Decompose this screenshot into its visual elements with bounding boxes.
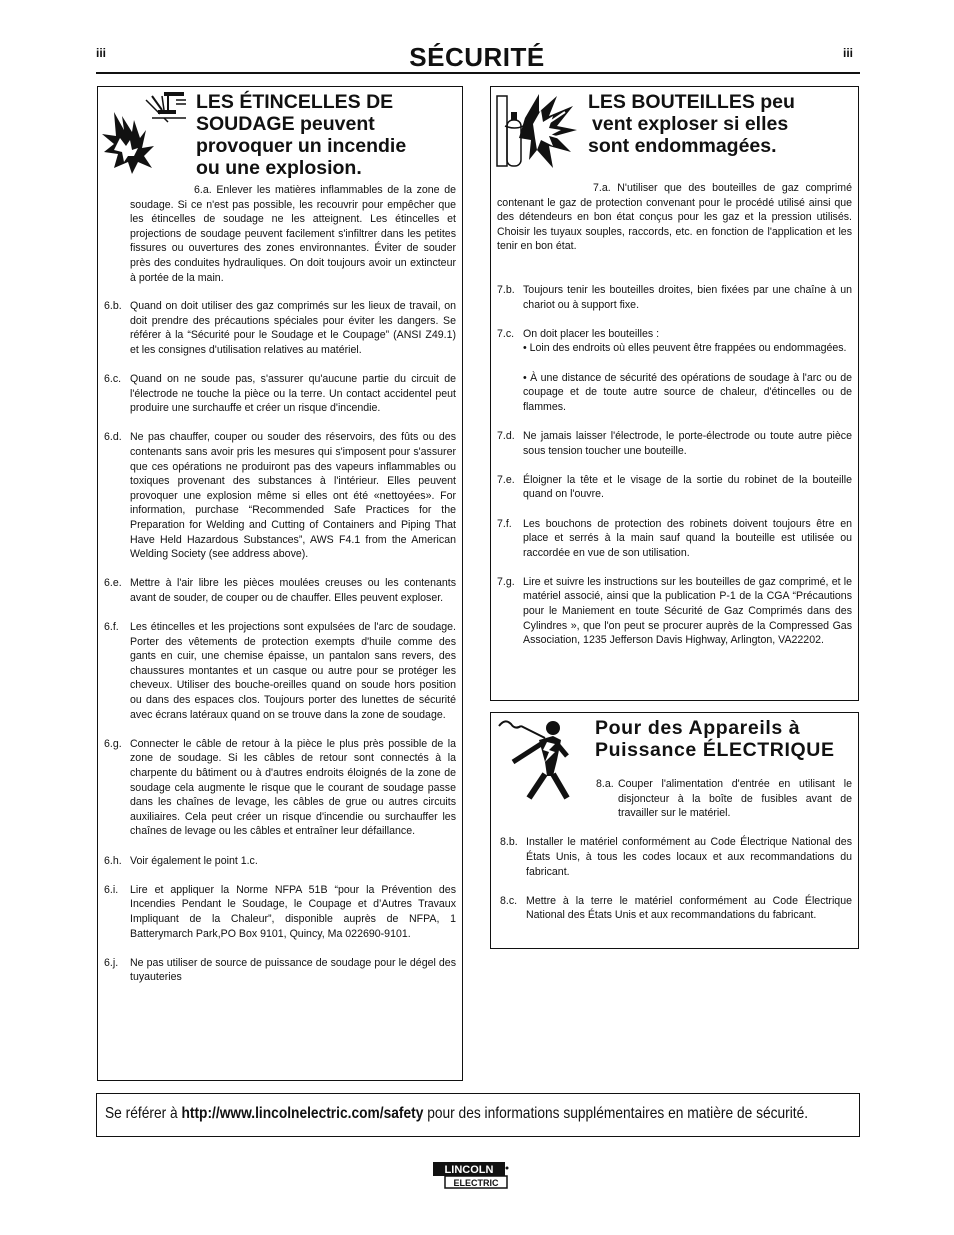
item-number: 6.i. — [104, 883, 119, 896]
list-item — [500, 835, 852, 879]
safety-reference-banner — [96, 1093, 860, 1137]
safety-reference-text — [105, 1105, 808, 1123]
list-item — [497, 327, 852, 415]
list-item — [497, 575, 852, 648]
list-item — [104, 883, 456, 941]
page-number-right: iii — [843, 46, 854, 60]
list-item — [104, 620, 456, 722]
bullet-item: • Loin des endroits où elles peuvent être frappées ou endommagées. — [523, 342, 847, 355]
page-title: SÉCURITÉ — [409, 42, 545, 72]
heading-line: ou une explosion. — [196, 157, 362, 179]
electric-equipment-items — [500, 777, 852, 938]
item-number: 6.f. — [104, 621, 119, 634]
item-text: Éloigner la tête et le visage de la sortie du robinet de la bouteille quand on l'ouvre. — [523, 473, 852, 501]
item-number: 6.g. — [104, 737, 122, 750]
heading-line: Puissance ÉLECTRIQUE — [595, 739, 835, 761]
item-text: Les étincelles et les projections sont expulsées de l'arc de soudage. Porter des vêtements de protection exempts d'huile comme des gants en cuir, une chemise épaisse, un pantalon sans revers, des chaussures montantes et un casque ou autre pour se protéger les cheveux. Utiliser des bouche-oreilles quand on soude hors position ou dans des espaces clos. Toujours porter des lunettes de sécurité avec écrans latéraux quand on se trouve dans la zone de soudage. — [130, 621, 456, 721]
welding-sparks-items — [104, 299, 456, 1000]
reference-prefix: Se référer à — [105, 1105, 178, 1122]
heading-line: vent exploser si elles — [592, 113, 789, 135]
item-text: Mettre à l'air libre les pièces moulées creuses ou les contenants avant de souder, de couper ou de chauffer. Elles peuvent exploser. — [130, 577, 456, 604]
item-number: 7.e. — [497, 473, 515, 486]
logo-line1: LINCOLN — [444, 1164, 494, 1176]
item-number: 7.c. — [497, 327, 515, 340]
title-divider — [96, 72, 860, 74]
welding-sparks-intro — [130, 183, 456, 285]
gas-cylinders-heading — [588, 91, 853, 157]
heading-line: Pour des Appareils à — [595, 717, 801, 739]
item-text: Mettre à la terre le matériel conformément au Code Électrique National des États Unis et aux recommandations du fabricant. — [526, 894, 852, 922]
item-text: Lire et appliquer la Norme NFPA 51B “pour la Prévention des Incendies Pendant le Soudage, le Coupage et d’Autres Travaux Impliquant de la Chaleur”, disponible auprès de NFPA, 1 Batterymarch Park,PO Box 9101, Quincy, Ma 022690-9101. — [130, 883, 456, 940]
heading-line: provoquer un incendie — [196, 135, 407, 157]
list-item — [104, 854, 456, 869]
list-item — [497, 283, 852, 312]
item-number: 6.c. — [104, 372, 122, 385]
item-number: 6.h. — [104, 854, 122, 867]
lincoln-electric-logo — [433, 1162, 509, 1189]
item-number: 8.b. — [500, 836, 518, 849]
welding-sparks-section — [97, 86, 463, 1081]
gas-cylinders-intro — [497, 181, 852, 254]
item-text: Quand on doit utiliser des gaz comprimés sur les lieux de travail, on doit prendre des précautions spéciales pour éviter les dangers. Se référer à la “Sécurité pour le Soudage et le Coupage” (ANSI Z49.1) et les consignes d'utilisation relatives au matériel. — [130, 300, 456, 356]
intro-number: 6.a. — [194, 184, 212, 196]
item-number: 8.a. — [596, 778, 614, 790]
welding-sparks-explosion-icon — [102, 90, 190, 174]
intro-text: Enlever les matières inflammables de la zone de soudage. Si ce n'est pas possible, les recouvrir pour empêcher que les étincelles de soudage ne les atteignent. Les étincelles et projections de soudage peuvent facilement s'infiltrer dans les petites fissures ou ouvertures des zones environnantes. Éviter de souder près des conduites hydrauliques. On doit toujours avoir un extincteur à portée de la main. — [130, 184, 456, 284]
heading-line: LES BOUTEILLES peu — [588, 91, 795, 113]
item-number: 7.g. — [497, 575, 515, 588]
page-number-left: iii — [96, 46, 107, 60]
electric-equipment-heading — [595, 717, 853, 761]
heading-line: sont endommagées. — [588, 135, 777, 157]
list-item — [104, 299, 456, 357]
item-text: Voir également le point 1.c. — [130, 854, 258, 867]
item-text: Couper l'alimentation d'entrée en utilisant le disjoncteur à la boîte de fusibles avant de travailler sur le matériel. — [618, 778, 852, 820]
list-item — [497, 429, 852, 458]
bullet-item: • À une distance de sécurité des opérations de soudage à l'arc ou de coupage et de toute autre source de chaleur, d'étincelles ou de flammes. — [523, 371, 852, 413]
list-item — [104, 576, 456, 605]
reference-suffix: pour des informations supplémentaires en matière de sécurité. — [427, 1105, 809, 1122]
item-text: Connecter le câble de retour à la pièce le plus près possible de la zone de soudage. Si les câbles de retour sont connectés à la charpente du bâtiment ou à d'autres endroits éloignés de la zone de soudage cela augmente le risque que le courant de soudage passe dans les chaînes de levage, les câbles de grue ou autres circuits auxiliaires. Cela peut créer un risque d'incendie ou surchauffer les chaînes de levage ou les câbles et entraîner leur défaillance. — [130, 737, 456, 838]
item-text: Installer le matériel conformément au Code Électrique National des États Unis, à tous les codes locaux et aux recommandations du fabricant. — [526, 836, 852, 878]
item-number: 6.j. — [104, 956, 119, 969]
list-item — [104, 737, 456, 839]
item-number: 6.b. — [104, 300, 122, 312]
list-item — [500, 777, 852, 821]
list-item — [500, 894, 852, 923]
item-number: 7.f. — [497, 517, 512, 530]
item-number: 7.b. — [497, 284, 515, 296]
heading-line: LES ÉTINCELLES DE — [196, 91, 394, 113]
item-text: Lire et suivre les instructions sur les bouteilles de gaz comprimé, et le matériel associé, ainsi que la publication P-1 de la CGA “Précautions pour le Maniement en toute Sécurité de Gaz Comprimés dans des Cylindres », que l'on peut se procurer auprès de la Compressed Gas Association, 1235 Jefferson Davis Highway, Arlington, VA22202. — [523, 575, 852, 647]
intro-text: N'utiliser que des bouteilles de gaz comprimé contenant le gaz de protection convenant pour le procédé utilisé ainsi que des détendeurs en bon état conçus pour les gaz et la pression utilisés. Choisir les tuyaux souples, raccords, etc. en fonction de l'application et les tenir en bon état. — [497, 182, 852, 253]
item-text: On doit placer les bouteilles : — [523, 327, 660, 340]
electric-equipment-section — [490, 712, 859, 949]
list-item — [497, 473, 852, 502]
item-number: 6.d. — [104, 431, 122, 444]
intro-number: 7.a. — [593, 182, 611, 194]
item-number: 6.e. — [104, 577, 122, 590]
list-item — [104, 956, 456, 985]
welding-sparks-heading — [196, 91, 456, 179]
list-item — [497, 517, 852, 561]
item-text: Ne jamais laisser l'électrode, le porte-électrode ou toute autre pièce sous tension toucher une bouteille. — [523, 429, 852, 457]
heading-line: SOUDAGE peuvent — [196, 113, 375, 135]
list-item — [104, 430, 456, 561]
item-text: Quand on ne soude pas, s'assurer qu'aucune partie du circuit de l'électrode ne touche la pièce ou la terre. Un contact accidentel peut produire une surchauffe et créer un risque d'incendie. — [130, 372, 456, 415]
item-text: Ne pas utiliser de source de puissance de soudage pour le dégel des tuyauteries — [130, 956, 456, 984]
item-text: Toujours tenir les bouteilles droites, bien fixées par une chaîne à un chariot ou à support fixe. — [523, 284, 852, 311]
gas-cylinders-items — [497, 283, 852, 662]
item-number: 7.d. — [497, 429, 515, 442]
logo-line2: ELECTRIC — [453, 1178, 499, 1188]
item-text: Ne pas chauffer, couper ou souder des réservoirs, des fûts ou des contenants sans avoir pris les mesures qui s'imposent pour s'assurer que ces opérations ne produiront pas des vapeurs inflammables ou toxiques provenant des substances à l'intérieur. Elles peuvent provoquer une explosion même si elles ont été «nettoyées». For information, purchase “Recommended Safe Practices for the Preparation for Welding and Cutting of Containers and Piping That Have Held Hazardous Substances”, AWS F4.1 from the American Welding Society (see address above). — [130, 431, 456, 561]
safety-url-link[interactable]: http://www.lincolnelectric.com/safety — [181, 1105, 424, 1122]
gas-cylinder-explosion-icon — [495, 90, 579, 170]
list-item — [104, 372, 456, 416]
item-text: Les bouchons de protection des robinets doivent toujours être en place et serrés à la main sauf quand la bouteille est utilisée ou raccordée en vue de son utilisation. — [523, 517, 852, 559]
item-number: 8.c. — [500, 894, 518, 907]
gas-cylinders-section — [490, 86, 859, 701]
